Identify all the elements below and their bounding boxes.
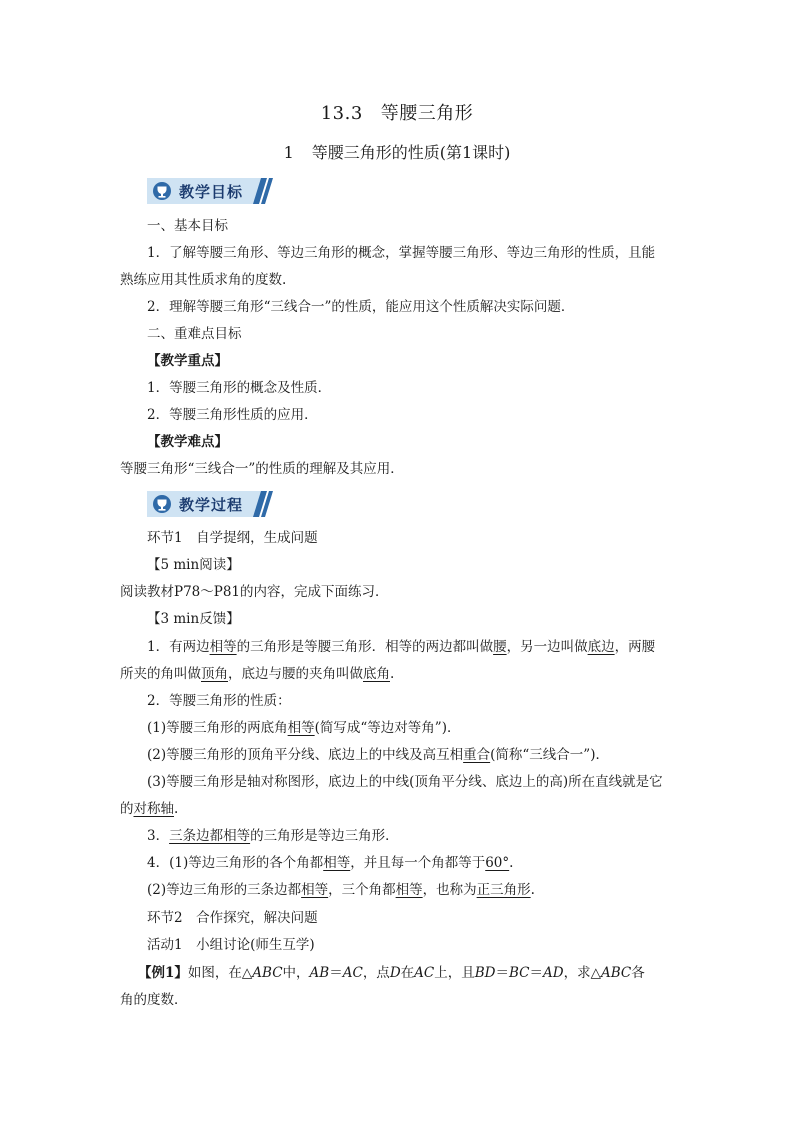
question-2-3: (3)等腰三角形是轴对称图形，底边上的中线(顶角平分线、底边上的高)所在直线就是它 (147, 774, 663, 790)
goal-item-2: 2．理解等腰三角形“三线合一”的性质，能应用这个性质解决实际问题． (147, 299, 575, 315)
example-label: 【例1】 (138, 965, 188, 981)
question-2-2: (2)等腰三角形的顶角平分线、底边上的中线及高互相重合(简称“三线合一”)． (147, 747, 609, 763)
difficulty-label: 【教学难点】 (147, 434, 228, 450)
focus-label: 【教学重点】 (147, 353, 228, 369)
answer-blank: 底边 (587, 639, 615, 655)
question-1-cont: 所夹的角叫做顶角，底边与腰的夹角叫做底角. (120, 666, 395, 682)
lesson-title (0, 140, 794, 163)
answer-blank: 底角 (363, 666, 390, 682)
goal-item-1-cont: 熟练应用其性质求角的度数. (120, 272, 287, 288)
section-title (0, 99, 794, 125)
answer-blank: 相等 (301, 882, 329, 898)
activity-1-heading: 活动1 小组讨论(师生互学) (147, 937, 315, 953)
question-3: 3．三条边都相等的三角形是等边三角形． (147, 828, 399, 844)
question-2: 2．等腰三角形的性质： (147, 693, 291, 709)
lesson-number: 1 (283, 143, 294, 162)
answer-blank: 顶角 (201, 666, 228, 682)
answer-blank: 60° (485, 855, 510, 871)
lesson-name: 等腰三角形的性质(第1课时) (311, 143, 511, 162)
focus-item-2: 2．等腰三角形性质的应用． (147, 407, 318, 423)
key-goal-heading: 二、重难点目标 (147, 326, 242, 342)
example-1-cont: 角的度数． (120, 992, 188, 1008)
example-1: 【例1】如图，在△ABC中，AB＝AC，点D在AC上，且BD＝BC＝AD，求△ABC各 (138, 965, 645, 981)
question-4-1: 4．(1)等边三角形的各个角都相等，并且每一个角都等于60°. (147, 855, 514, 871)
question-2-3-cont: 的对称轴. (120, 801, 179, 817)
difficulty-item: 等腰三角形“三线合一”的性质的理解及其应用． (120, 461, 404, 477)
process-badge (147, 491, 275, 517)
question-4-2: (2)等边三角形的三条边都相等，三个角都相等，也称为正三角形. (147, 882, 535, 898)
answer-blank: 对称轴 (133, 801, 174, 817)
question-2-1: (1)等腰三角形的两底角相等(简写成“等边对等角”)． (147, 720, 461, 736)
goals-badge (147, 178, 275, 204)
reading-label: 【5 min阅读】 (147, 557, 240, 573)
answer-blank: 相等 (395, 882, 423, 898)
focus-item-1: 1．等腰三角形的概念及性质． (147, 380, 332, 396)
answer-blank: 相等 (287, 720, 315, 736)
answer-blank: 相等 (209, 639, 237, 655)
answer-blank: 正三角形 (476, 882, 531, 898)
answer-blank: 三条边都相等 (169, 828, 251, 844)
feedback-label: 【3 min反馈】 (147, 611, 240, 627)
answer-blank: 腰 (493, 639, 507, 655)
process-badge-label: 教学过程 (179, 496, 244, 514)
step-2-heading: 环节2 合作探究，解决问题 (147, 910, 318, 926)
section-name: 等腰三角形 (380, 103, 474, 124)
step-1-heading: 环节1 自学提纲，生成问题 (147, 530, 318, 546)
answer-blank: 相等 (323, 855, 351, 871)
answer-blank: 重合 (463, 747, 491, 763)
section-number: 13.3 (320, 103, 363, 124)
trophy-icon (153, 182, 171, 200)
goal-item-1: 1．了解等腰三角形、等边三角形的概念，掌握等腰三角形、等边三角形的性质，且能 (147, 245, 656, 261)
reading-text: 阅读教材P78～P81的内容，完成下面练习． (120, 584, 389, 600)
question-1: 1．有两边相等的三角形是等腰三角形．相等的两边都叫做腰，另一边叫做底边，两腰 (147, 639, 656, 655)
goals-badge-label: 教学目标 (179, 183, 244, 201)
basic-goal-heading: 一、基本目标 (147, 218, 228, 234)
trophy-icon (153, 495, 171, 513)
